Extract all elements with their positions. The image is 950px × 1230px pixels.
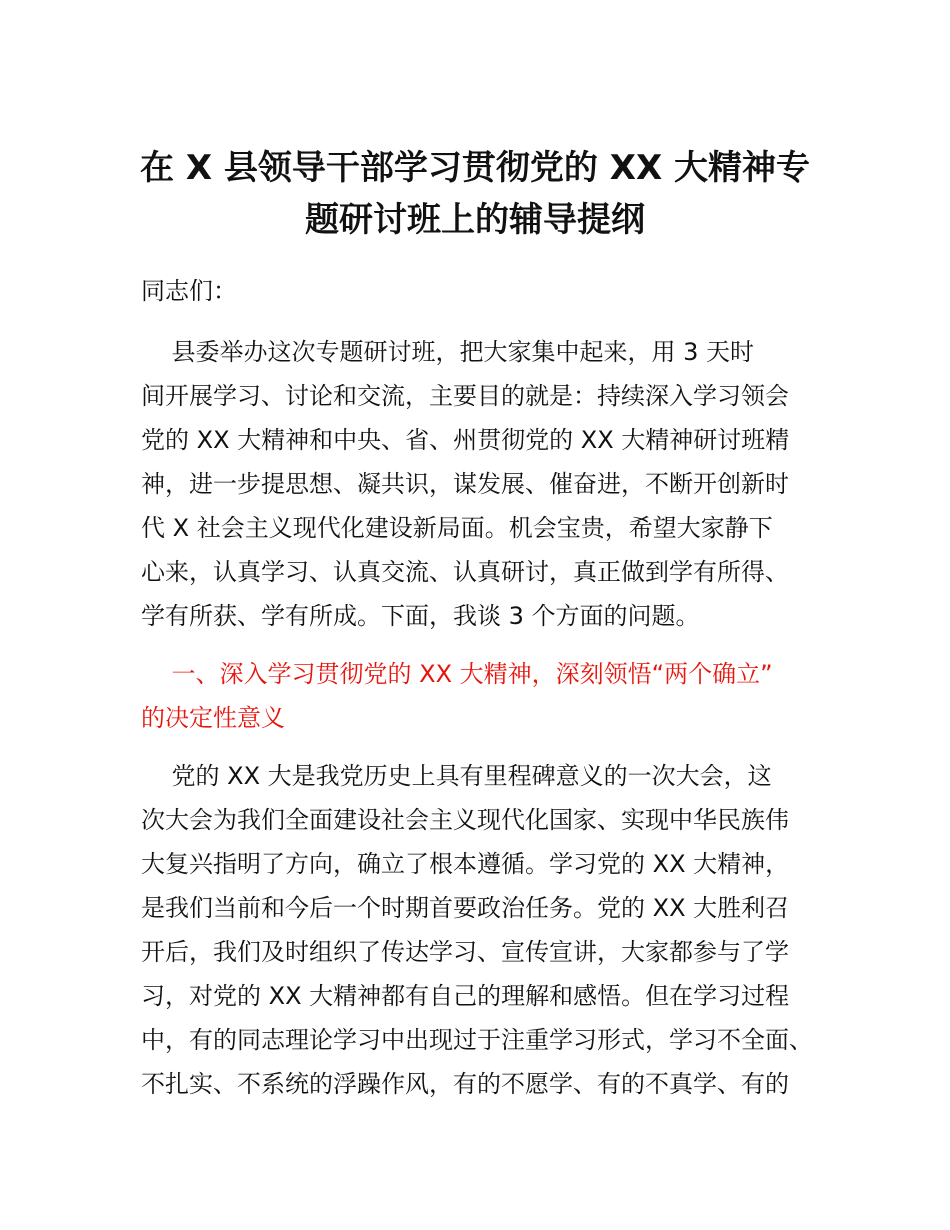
paragraph-line: 是我们当前和今后一个时期首要政治任务。党的 XX 大胜利召 bbox=[141, 894, 790, 922]
paragraph-line: 党的 XX 大精神和中央、省、州贯彻党的 XX 大精神研讨班精 bbox=[141, 426, 790, 454]
paragraph-line: 神，进一步提思想、凝共识，谋发展、催奋进，不断开创新时 bbox=[141, 470, 789, 498]
paragraph-line: 心来，认真学习、认真交流、认真研讨，真正做到学有所得、 bbox=[141, 558, 789, 586]
paragraph-intro bbox=[141, 330, 831, 638]
paragraph-line: 次大会为我们全面建设社会主义现代化国家、实现中华民族伟 bbox=[141, 806, 789, 834]
title-line-1: 在 X 县领导干部学习贯彻党的 XX 大精神专 bbox=[140, 148, 810, 188]
paragraph-line: 间开展学习、讨论和交流，主要目的就是：持续深入学习领会 bbox=[141, 382, 789, 410]
salutation: 同志们： bbox=[141, 277, 237, 305]
section-heading-line: 的决定性意义 bbox=[141, 704, 285, 732]
paragraph-line: 不扎实、不系统的浮躁作风，有的不愿学、有的不真学、有的 bbox=[141, 1070, 789, 1098]
paragraph-section-1-body bbox=[141, 754, 831, 1106]
document-title bbox=[120, 142, 830, 246]
paragraph-line: 开后，我们及时组织了传达学习、宣传宣讲，大家都参与了学 bbox=[141, 938, 789, 966]
paragraph-line: 学有所获、学有所成。下面，我谈 3 个方面的问题。 bbox=[141, 602, 700, 630]
paragraph-line: 党的 XX 大是我党历史上具有里程碑意义的一次大会，这 bbox=[141, 762, 772, 790]
paragraph-line: 代 X 社会主义现代化建设新局面。机会宝贵，希望大家静下 bbox=[141, 514, 773, 542]
section-1-heading bbox=[141, 652, 831, 740]
paragraph-line: 中，有的同志理论学习中出现过于注重学习形式，学习不全面、 bbox=[141, 1026, 813, 1054]
paragraph-line: 县委举办这次专题研讨班，把大家集中起来，用 3 天时 bbox=[141, 338, 755, 366]
paragraph-line: 大复兴指明了方向，确立了根本遵循。学习党的 XX 大精神， bbox=[141, 850, 790, 878]
title-line-2: 题研讨班上的辅导提纲 bbox=[305, 200, 645, 240]
paragraph-line: 习，对党的 XX 大精神都有自己的理解和感悟。但在学习过程 bbox=[141, 982, 790, 1010]
section-heading-line: 一、深入学习贯彻党的 XX 大精神，深刻领悟“两个确立” bbox=[141, 660, 773, 688]
